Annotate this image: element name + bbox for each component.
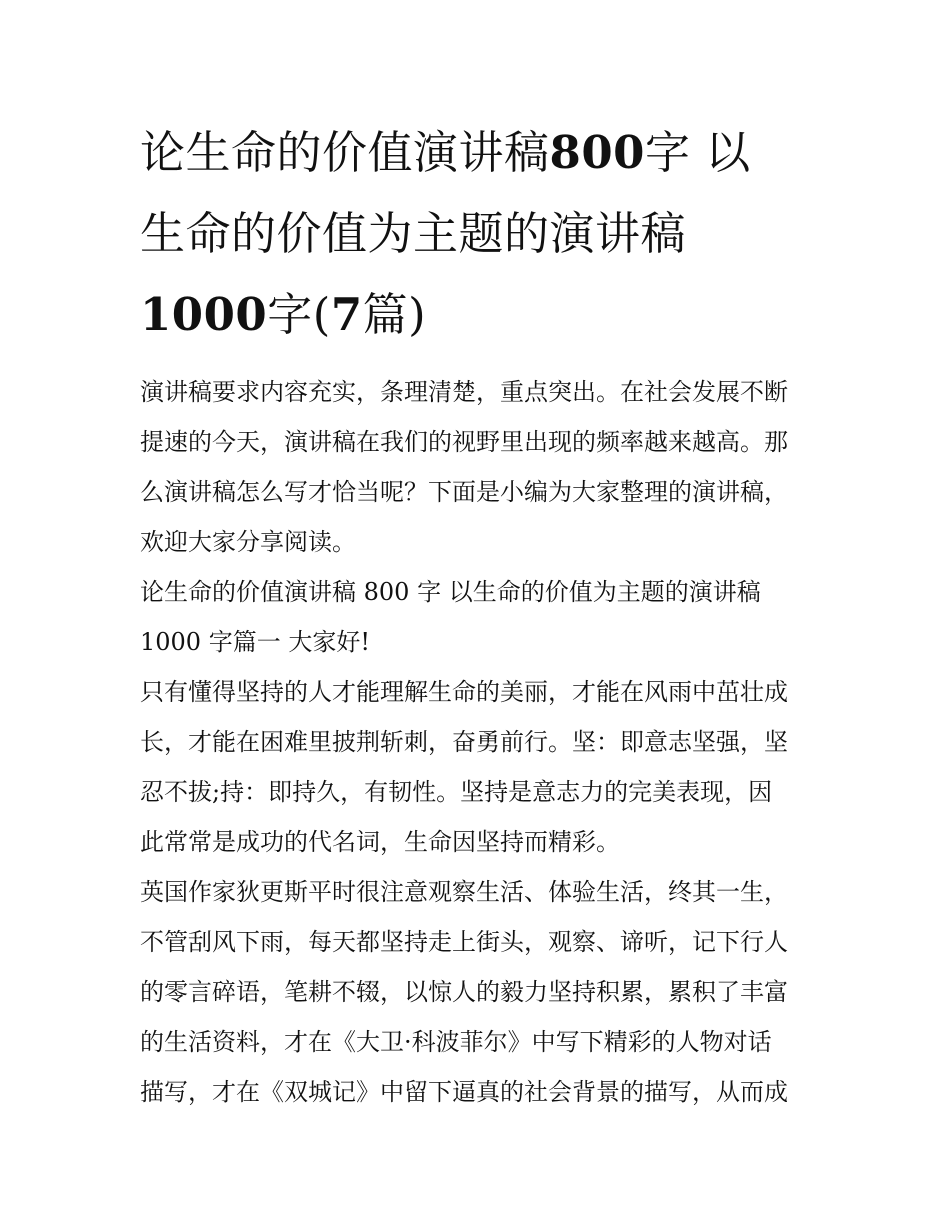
paragraph-line: 描写，才在《双城记》中留下逼真的社会背景的描写，从而成 [140,1078,788,1106]
paragraph-line: 的生活资料，才在《大卫·科波菲尔》中写下精彩的人物对话 [140,1028,772,1056]
paragraph-line: 英国作家狄更斯平时很注意观察生活、体验生活，终其一生， [140,878,788,906]
title-line-3: 1000字(7篇) [140,288,427,341]
title-line-2: 生命的价值为主题的演讲稿 [140,207,687,260]
paragraph-line: 的零言碎语，笔耕不辍，以惊人的毅力坚持积累，累积了丰富 [140,978,788,1006]
paragraph-line: 忍不拔;持：即持久，有韧性。坚持是意志力的完美表现，因 [140,778,773,806]
title-line-1: 论生命的价值演讲稿800字 以 [140,126,751,179]
paragraph-perseverance [140,667,810,867]
paragraph-dickens [140,867,810,1117]
paragraph-intro [140,367,810,567]
paragraph-line: 提速的今天，演讲稿在我们的视野里出现的频率越来越高。那 [140,428,788,456]
paragraph-line: 论生命的价值演讲稿 800 字 以生命的价值为主题的演讲稿 [140,578,761,606]
document-body [140,112,820,1117]
paragraph-line: 只有懂得坚持的人才能理解生命的美丽，才能在风雨中茁壮成 [140,678,788,706]
paragraph-line: 演讲稿要求内容充实，条理清楚，重点突出。在社会发展不断 [140,378,788,406]
paragraph-line: 1000 字篇一 大家好! [140,628,370,656]
paragraph-line: 么演讲稿怎么写才恰当呢？下面是小编为大家整理的演讲稿， [140,478,788,506]
paragraph-line: 不管刮风下雨，每天都坚持走上街头，观察、谛听，记下行人 [140,928,788,956]
document-title [140,112,810,355]
paragraph-subtitle [140,567,810,667]
paragraph-line: 长，才能在困难里披荆斩刺，奋勇前行。坚：即意志坚强，坚 [140,728,788,756]
paragraph-line: 欢迎大家分享阅读。 [140,528,356,556]
paragraph-line: 此常常是成功的代名词，生命因坚持而精彩。 [140,828,620,856]
